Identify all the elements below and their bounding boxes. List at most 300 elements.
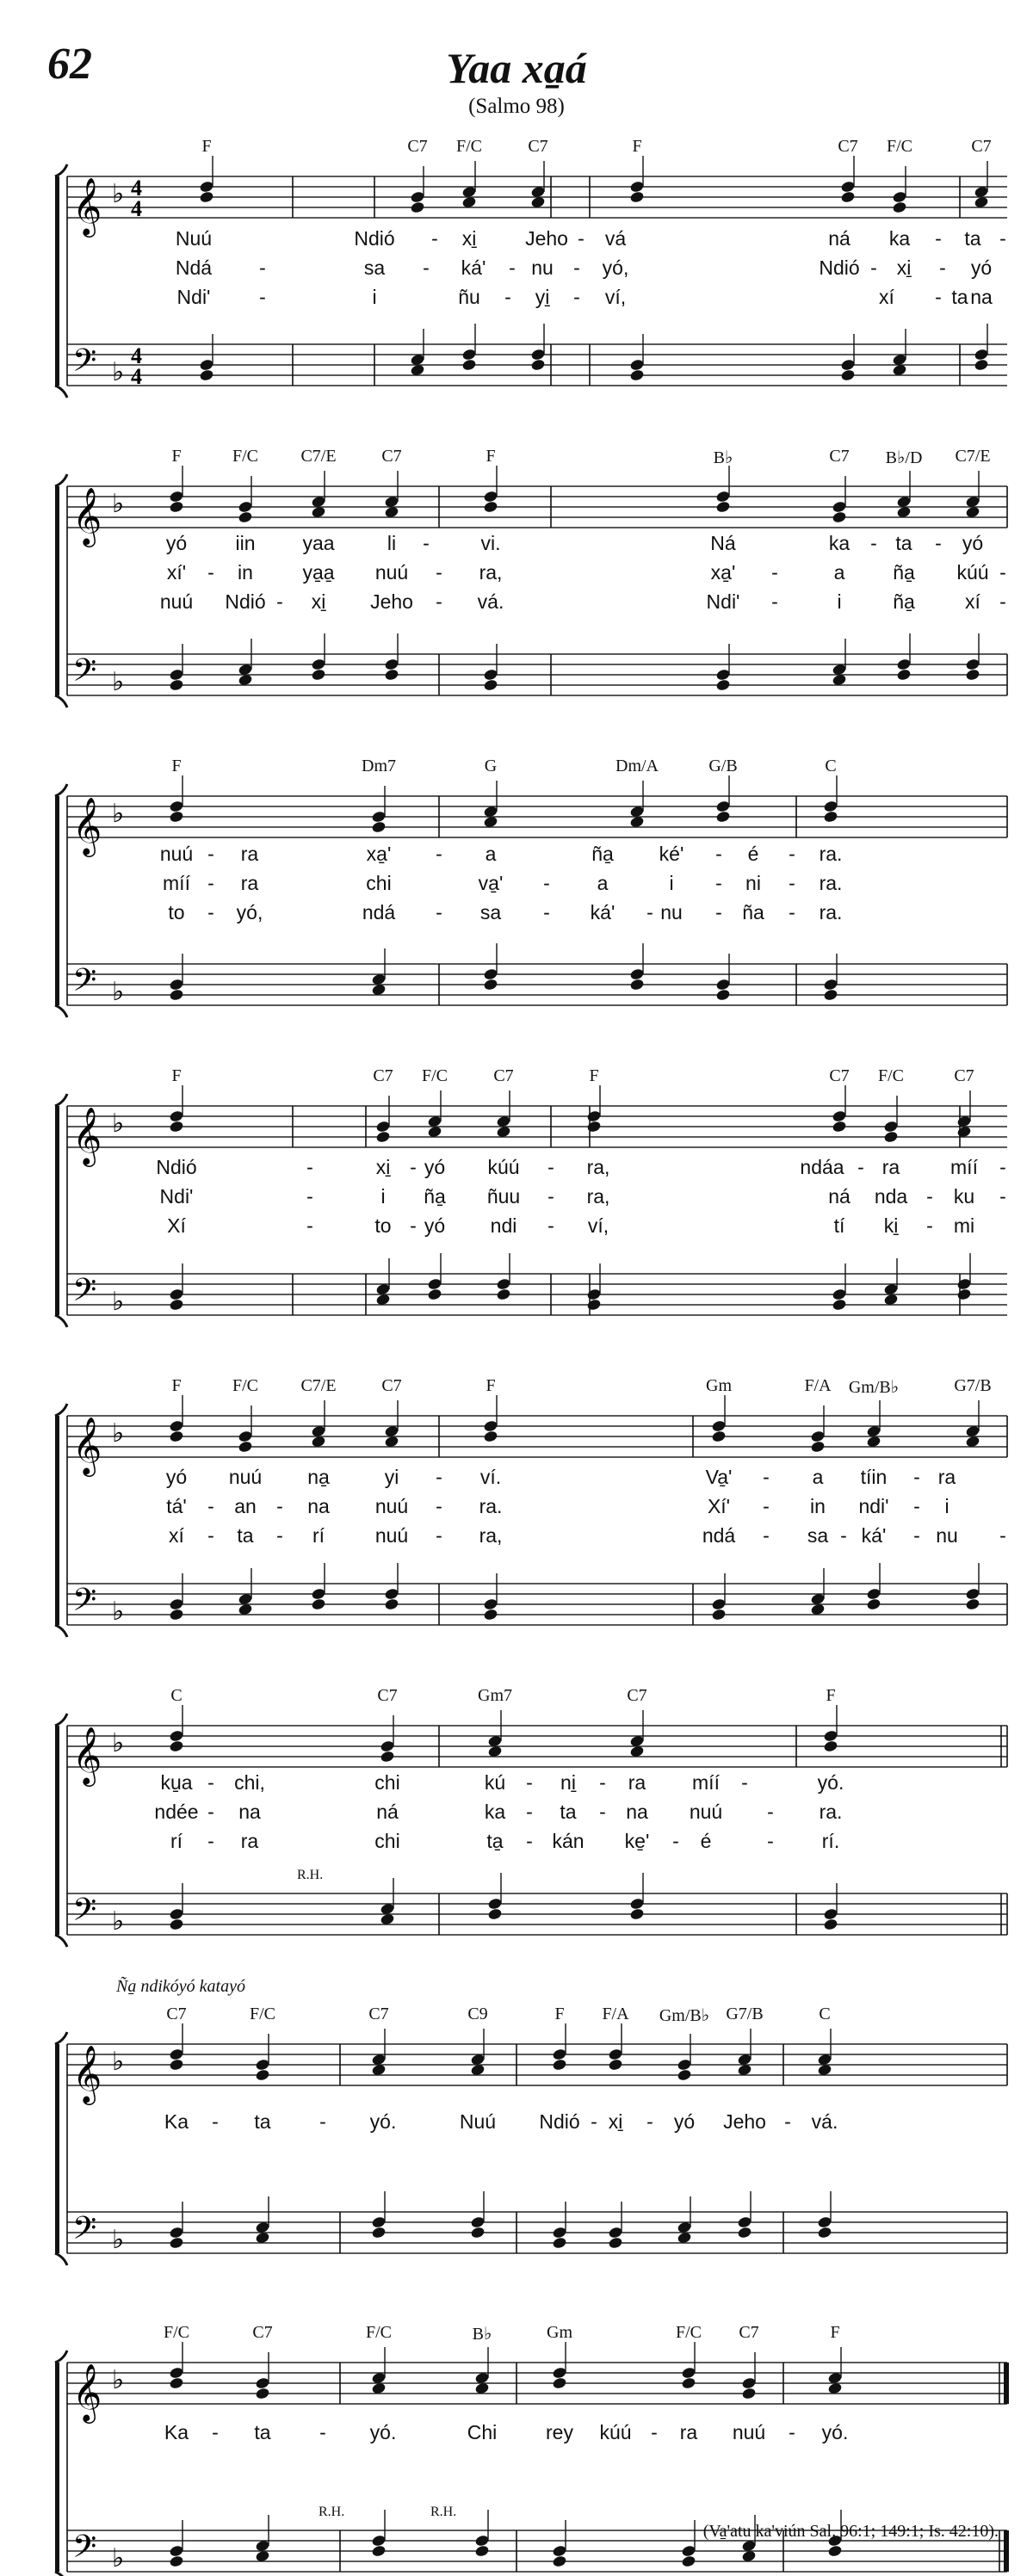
lyric-syllable: ra <box>881 1156 900 1178</box>
lyric-syllable: ná <box>376 1801 399 1823</box>
lyric-hyphen: - <box>259 256 266 279</box>
lyric-syllable: ra, <box>479 561 503 584</box>
lyric-hyphen: - <box>913 1466 920 1488</box>
lyric-syllable: ke̱' <box>624 1830 650 1852</box>
chord-symbol: C7 <box>252 2323 273 2342</box>
lyric-hyphen: - <box>436 901 442 924</box>
lyric-syllable: Ndi' <box>706 590 740 613</box>
lyric-hyphen: - <box>672 1830 679 1852</box>
lyric-syllable: ndi' <box>858 1495 889 1517</box>
lyric-hyphen: - <box>646 2110 653 2133</box>
lyric-hyphen: - <box>306 1185 313 1208</box>
chord-symbol: F <box>486 1376 496 1395</box>
lyric-syllable: ta <box>951 286 968 308</box>
lyric-syllable: vi. <box>480 532 501 554</box>
lyric-syllable: yó <box>970 256 993 279</box>
lyric-syllable: na <box>238 1801 261 1823</box>
lyric-hyphen: - <box>999 1185 1006 1208</box>
chord-symbol: F <box>830 2323 840 2342</box>
time-signature-top: 4 <box>131 343 142 368</box>
flat-icon: ♭ <box>112 2047 125 2077</box>
bass-clef-icon: 𝄢 <box>72 1582 97 1626</box>
lyric-syllable: ví, <box>587 1214 609 1237</box>
flat-icon: ♭ <box>112 1906 125 1937</box>
lyric-syllable: vá. <box>477 590 504 613</box>
lyric-hyphen: - <box>431 227 438 250</box>
lyric-hyphen: - <box>999 590 1006 613</box>
lyric-syllable: ra, <box>586 1185 610 1208</box>
lyric-hyphen: - <box>436 1466 442 1488</box>
flat-icon: ♭ <box>112 357 125 387</box>
lyric-hyphen: - <box>870 532 877 554</box>
lyric-syllable: ndáa <box>800 1156 844 1178</box>
lyric-syllable: é <box>747 843 759 865</box>
chord-symbol: C7 <box>838 137 858 156</box>
lyric-syllable: xi̱ <box>375 1156 391 1178</box>
lyric-syllable: Ndi' <box>176 286 211 308</box>
lyric-syllable: xí <box>169 1524 184 1547</box>
lyric-syllable: a <box>812 1466 824 1488</box>
chord-symbol: C7 <box>373 1066 393 1085</box>
lyric-syllable: ná <box>828 1185 851 1208</box>
lyric-hyphen: - <box>935 286 942 308</box>
chord-symbol: C7 <box>166 2005 187 2023</box>
lyric-syllable: chi, <box>234 1771 265 1794</box>
lyric-syllable: Ka <box>164 2421 189 2443</box>
lyric-syllable: i <box>944 1495 949 1517</box>
lyric-hyphen: - <box>423 256 430 279</box>
scripture-footnote: (Va̱'atu ka'viún Sal. 96:1; 149:1; Is. 42:10). <box>702 2522 999 2541</box>
time-signature-bottom: 4 <box>131 196 142 221</box>
lyric-syllable: ki̱ <box>883 1214 899 1237</box>
lyric-syllable: Jeho <box>723 2110 766 2133</box>
lyric-syllable: yó <box>165 532 188 554</box>
bass-clef-icon: 𝄢 <box>72 1272 97 1316</box>
lyric-hyphen: - <box>999 1524 1006 1547</box>
chord-symbol: F/C <box>455 137 483 156</box>
chord-symbol: C7 <box>368 2005 389 2023</box>
lyric-hyphen: - <box>436 843 442 865</box>
lyric-hyphen: - <box>526 1771 533 1794</box>
lyric-hyphen: - <box>767 1801 774 1823</box>
lyric-hyphen: - <box>436 1524 442 1547</box>
flat-icon: ♭ <box>112 977 125 1007</box>
lyric-hyphen: - <box>926 1214 933 1237</box>
lyric-syllable: ka <box>888 227 911 250</box>
chord-symbol: Gm <box>706 1376 732 1395</box>
treble-clef-icon: 𝄞 <box>72 176 102 235</box>
chord-symbol: B♭/D <box>885 448 923 467</box>
lyric-hyphen: - <box>436 1495 442 1517</box>
lyric-syllable: nuú <box>228 1466 263 1488</box>
lyric-syllable: míí <box>692 1771 720 1794</box>
lyric-syllable: ta <box>254 2110 271 2133</box>
lyric-syllable: ña̱ <box>591 843 614 865</box>
bass-clef-icon: 𝄢 <box>72 2210 97 2254</box>
chord-symbol: C <box>825 757 837 775</box>
lyric-syllable: nuú <box>374 1524 409 1547</box>
chord-symbol: F <box>171 1066 182 1085</box>
lyric-syllable: tí <box>833 1214 845 1237</box>
lyric-hyphen: - <box>999 1156 1006 1178</box>
lyric-syllable: yó, <box>602 256 629 279</box>
lyric-hyphen: - <box>212 2421 219 2443</box>
chord-symbol: F/A <box>602 2005 629 2023</box>
lyric-syllable: ña <box>742 901 764 924</box>
chord-symbol: G7/B <box>726 2005 764 2023</box>
flat-icon: ♭ <box>112 1287 125 1317</box>
lyric-syllable: ka <box>484 1801 506 1823</box>
lyric-hyphen: - <box>763 1524 770 1547</box>
chord-symbol: F/C <box>232 1376 259 1395</box>
lyric-syllable: ví. <box>479 1466 502 1488</box>
lyric-hyphen: - <box>599 1801 606 1823</box>
lyric-syllable: Xí' <box>707 1495 731 1517</box>
lyric-hyphen: - <box>547 1156 554 1178</box>
treble-clef-icon: 𝄞 <box>72 486 102 545</box>
lyric-syllable: sa <box>807 1524 829 1547</box>
lyric-syllable: ya̱a̱ <box>302 561 335 584</box>
lyric-syllable: rey <box>546 2421 573 2443</box>
lyric-syllable: ká' <box>461 256 486 279</box>
lyric-syllable: Ndió <box>819 256 860 279</box>
lyric-syllable: Ndió <box>354 227 395 250</box>
chord-symbol: C7/E <box>955 447 991 466</box>
chord-symbol: F <box>201 137 212 156</box>
lyric-syllable: yi <box>384 1466 399 1488</box>
lyric-syllable: nuú <box>689 1801 723 1823</box>
lyric-syllable: míí <box>950 1156 978 1178</box>
lyric-syllable: yó. <box>821 2421 849 2443</box>
lyric-syllable: nuú <box>374 561 409 584</box>
lyric-syllable: ñuu <box>486 1185 521 1208</box>
lyric-syllable: nda <box>874 1185 908 1208</box>
lyric-syllable: ña̱ <box>893 561 915 584</box>
lyric-hyphen: - <box>771 590 778 613</box>
treble-clef-icon: 𝄞 <box>72 1416 102 1474</box>
lyric-syllable: an <box>234 1495 257 1517</box>
lyric-hyphen: - <box>767 1830 774 1852</box>
flat-icon: ♭ <box>112 179 125 209</box>
lyric-syllable: iin <box>235 532 256 554</box>
lyric-hyphen: - <box>207 1830 214 1852</box>
lyric-syllable: Jeho <box>525 227 568 250</box>
lyric-syllable: ra, <box>586 1156 610 1178</box>
chord-symbol: C7 <box>954 1066 974 1085</box>
lyric-syllable: nuú <box>732 2421 766 2443</box>
right-hand-marking: R.H. <box>319 2505 345 2519</box>
lyric-syllable: yó <box>424 1214 446 1237</box>
chord-symbol: B♭ <box>713 448 733 467</box>
lyric-syllable: ra. <box>819 843 843 865</box>
lyric-syllable: chi <box>366 872 392 894</box>
lyric-hyphen: - <box>547 1185 554 1208</box>
lyric-hyphen: - <box>763 1495 770 1517</box>
lyric-syllable: ta <box>895 532 912 554</box>
lyric-syllable: xa̱' <box>710 561 736 584</box>
lyric-hyphen: - <box>926 1185 933 1208</box>
lyric-syllable: kúú <box>599 2421 632 2443</box>
lyric-hyphen: - <box>423 532 430 554</box>
lyric-syllable: i <box>372 286 377 308</box>
lyric-hyphen: - <box>715 843 722 865</box>
lyric-hyphen: - <box>573 256 580 279</box>
bass-clef-icon: 𝄢 <box>72 1892 97 1936</box>
lyric-syllable: ku̱a <box>160 1771 193 1794</box>
chord-symbol: C7 <box>381 1376 402 1395</box>
lyric-hyphen: - <box>741 1771 748 1794</box>
lyric-hyphen: - <box>935 227 942 250</box>
lyric-syllable: i <box>837 590 842 613</box>
lyric-syllable: Ná <box>710 532 736 554</box>
lyric-hyphen: - <box>319 2110 326 2133</box>
chord-symbol: F <box>171 757 182 775</box>
chord-symbol: F <box>486 447 496 466</box>
hymn-number: 62 <box>47 40 92 89</box>
chord-symbol: G <box>484 757 498 775</box>
lyric-syllable: Va̱' <box>705 1466 733 1488</box>
lyric-hyphen: - <box>543 901 550 924</box>
lyric-syllable: ta <box>560 1801 577 1823</box>
lyric-syllable: yó. <box>369 2421 397 2443</box>
lyric-syllable: Xí <box>167 1214 186 1237</box>
lyric-hyphen: - <box>547 1214 554 1237</box>
lyric-hyphen: - <box>913 1495 920 1517</box>
lyric-hyphen: - <box>526 1801 533 1823</box>
lyric-syllable: Ndá <box>175 256 213 279</box>
lyric-hyphen: - <box>319 2421 326 2443</box>
lyric-syllable: rí. <box>821 1830 840 1852</box>
lyric-syllable: ná <box>828 227 851 250</box>
lyric-syllable: ni̱ <box>560 1771 576 1794</box>
chord-symbol: C9 <box>467 2005 488 2023</box>
lyric-syllable: Chi <box>467 2421 498 2443</box>
lyric-hyphen: - <box>715 901 722 924</box>
lyric-syllable: sa <box>479 901 502 924</box>
treble-clef-icon: 𝄞 <box>72 1106 102 1164</box>
chord-symbol: F <box>171 1376 182 1395</box>
lyric-hyphen: - <box>591 2110 597 2133</box>
lyric-hyphen: - <box>840 1524 847 1547</box>
chord-symbol: G/B <box>708 757 738 775</box>
lyric-hyphen: - <box>578 227 585 250</box>
chord-symbol: C7 <box>528 137 548 156</box>
flat-icon: ♭ <box>112 2365 125 2395</box>
lyric-syllable: na <box>626 1801 648 1823</box>
lyric-hyphen: - <box>410 1214 417 1237</box>
lyric-syllable: ta̱ <box>486 1830 504 1852</box>
chord-symbol: Dm7 <box>362 757 396 775</box>
chord-symbol: F/C <box>365 2323 393 2342</box>
chord-symbol: C7/E <box>300 1376 337 1395</box>
flat-icon: ♭ <box>112 667 125 697</box>
lyric-hyphen: - <box>935 532 942 554</box>
lyric-syllable: kúú <box>487 1156 520 1178</box>
chord-symbol: C7 <box>493 1066 514 1085</box>
lyric-syllable: Ndi' <box>159 1185 194 1208</box>
bass-clef-icon: 𝄢 <box>72 343 97 386</box>
lyric-syllable: xi̱ <box>461 227 477 250</box>
lyric-syllable: ndi <box>490 1214 517 1237</box>
chord-symbol: F/A <box>804 1376 832 1395</box>
lyric-syllable: in <box>238 561 253 584</box>
lyric-syllable: ra. <box>479 1495 503 1517</box>
lyric-syllable: xa̱' <box>366 843 392 865</box>
lyric-syllable: to <box>374 1214 392 1237</box>
lyric-syllable: ra <box>240 1830 259 1852</box>
lyric-syllable: chi <box>374 1830 400 1852</box>
lyric-syllable: a <box>833 561 845 584</box>
chord-symbol: C <box>819 2005 831 2023</box>
lyric-hyphen: - <box>526 1830 533 1852</box>
lyric-syllable: Ndió <box>225 590 266 613</box>
chord-symbol: F <box>554 2005 565 2023</box>
lyric-hyphen: - <box>651 2421 658 2443</box>
lyric-hyphen: - <box>573 286 580 308</box>
lyric-syllable: nu <box>936 1524 958 1547</box>
lyric-syllable: ka <box>828 532 851 554</box>
lyric-syllable: tá' <box>166 1495 187 1517</box>
lyric-syllable: ra. <box>819 1801 843 1823</box>
lyric-syllable: Nuú <box>175 227 213 250</box>
chord-symbol: F/C <box>232 447 259 466</box>
chord-symbol: F/C <box>163 2323 190 2342</box>
lyric-hyphen: - <box>207 1801 214 1823</box>
flat-icon: ♭ <box>112 1597 125 1627</box>
lyric-hyphen: - <box>207 1495 214 1517</box>
chord-symbol: Dm/A <box>615 757 659 775</box>
lyric-syllable: xí <box>879 286 894 308</box>
lyric-hyphen: - <box>789 901 795 924</box>
lyric-syllable: kú <box>484 1771 506 1794</box>
chord-symbol: B♭ <box>472 2325 492 2344</box>
lyric-syllable: xi̱ <box>608 2110 623 2133</box>
lyric-hyphen: - <box>999 227 1006 250</box>
time-signature-top: 4 <box>131 176 142 201</box>
lyric-syllable: míí <box>163 872 190 894</box>
right-hand-marking: R.H. <box>297 1868 324 1882</box>
chord-symbol: C7 <box>407 137 428 156</box>
flat-icon: ♭ <box>112 489 125 519</box>
chord-symbol: Gm <box>547 2323 572 2342</box>
lyric-syllable: Nuú <box>459 2110 497 2133</box>
lyric-syllable: Ndió <box>156 1156 197 1178</box>
lyric-hyphen: - <box>789 843 795 865</box>
flat-icon: ♭ <box>112 799 125 829</box>
lyric-syllable: nuú <box>159 590 194 613</box>
time-signature-bottom: 4 <box>131 364 142 389</box>
lyric-syllable: yó <box>424 1156 446 1178</box>
lyric-syllable: xi̱ <box>896 256 912 279</box>
section-note: Ña̱ ndikóyó katayó <box>116 1977 245 1996</box>
flat-icon: ♭ <box>112 1418 125 1449</box>
lyric-syllable: ña̱ <box>893 590 915 613</box>
lyric-syllable: a <box>485 843 497 865</box>
chord-symbol: C7 <box>381 447 402 466</box>
lyric-syllable: xí <box>965 590 980 613</box>
lyric-syllable: ndá <box>362 901 396 924</box>
lyric-syllable: vá. <box>811 2110 838 2133</box>
lyric-hyphen: - <box>504 286 511 308</box>
lyric-syllable: ví, <box>604 286 627 308</box>
lyric-hyphen: - <box>599 1771 606 1794</box>
lyric-syllable: mi <box>953 1214 975 1237</box>
lyric-hyphen: - <box>276 1495 283 1517</box>
lyric-syllable: to <box>168 901 185 924</box>
lyric-syllable: na <box>307 1495 330 1517</box>
chord-symbol: F <box>589 1066 599 1085</box>
lyric-hyphen: - <box>207 901 214 924</box>
lyric-syllable: ta <box>237 1524 254 1547</box>
chord-symbol: C7 <box>739 2323 759 2342</box>
lyric-syllable: ra <box>240 872 259 894</box>
lyric-syllable: ndá <box>702 1524 736 1547</box>
lyric-hyphen: - <box>913 1524 920 1547</box>
treble-clef-icon: 𝄞 <box>72 2363 102 2421</box>
bass-clef-icon: 𝄢 <box>72 652 97 696</box>
chord-symbol: Gm/B♭ <box>659 2006 710 2025</box>
chord-symbol: F/C <box>877 1066 905 1085</box>
lyric-syllable: vá <box>604 227 627 250</box>
lyric-syllable: ra <box>628 1771 646 1794</box>
lyric-syllable: i <box>669 872 674 894</box>
lyric-syllable: ra <box>240 843 259 865</box>
lyric-hyphen: - <box>212 2110 219 2133</box>
lyric-hyphen: - <box>509 256 516 279</box>
treble-clef-icon: 𝄞 <box>72 1726 102 1784</box>
chord-symbol: F/C <box>421 1066 448 1085</box>
lyric-syllable: yó. <box>817 1771 844 1794</box>
lyric-syllable: ta <box>964 227 981 250</box>
lyric-syllable: é <box>700 1830 712 1852</box>
lyric-hyphen: - <box>436 590 442 613</box>
lyric-syllable: sa <box>363 256 386 279</box>
lyric-hyphen: - <box>763 1466 770 1488</box>
lyric-hyphen: - <box>543 872 550 894</box>
lyric-hyphen: - <box>306 1156 313 1178</box>
lyric-syllable: yaa <box>302 532 335 554</box>
lyric-syllable: nuú <box>159 843 194 865</box>
lyric-syllable: yi̱ <box>535 286 550 308</box>
chord-symbol: C7/E <box>300 447 337 466</box>
lyric-syllable: ñu <box>458 286 480 308</box>
chord-symbol: C7 <box>829 447 850 466</box>
lyric-syllable: ra <box>679 2421 698 2443</box>
lyric-syllable: a <box>597 872 609 894</box>
lyric-syllable: Ka <box>164 2110 189 2133</box>
chord-symbol: F <box>171 447 182 466</box>
lyric-hyphen: - <box>410 1156 417 1178</box>
lyric-syllable: chi <box>374 1771 400 1794</box>
bass-clef-icon: 𝄢 <box>72 962 97 1006</box>
lyric-syllable: rí <box>170 1830 183 1852</box>
lyric-hyphen: - <box>259 286 266 308</box>
lyric-syllable: yó <box>673 2110 696 2133</box>
lyric-syllable: na <box>970 286 993 308</box>
lyric-syllable: ká' <box>590 901 615 924</box>
lyric-syllable: ká' <box>861 1524 887 1547</box>
lyric-hyphen: - <box>939 256 946 279</box>
flat-icon: ♭ <box>112 1728 125 1758</box>
chord-symbol: F/C <box>675 2323 702 2342</box>
lyric-hyphen: - <box>207 561 214 584</box>
bass-clef-icon: 𝄢 <box>72 2529 97 2573</box>
lyric-hyphen: - <box>999 561 1006 584</box>
chord-symbol: F <box>826 1686 836 1705</box>
chord-symbol: F <box>632 137 642 156</box>
lyric-syllable: li <box>387 532 397 554</box>
lyric-syllable: rí <box>312 1524 325 1547</box>
